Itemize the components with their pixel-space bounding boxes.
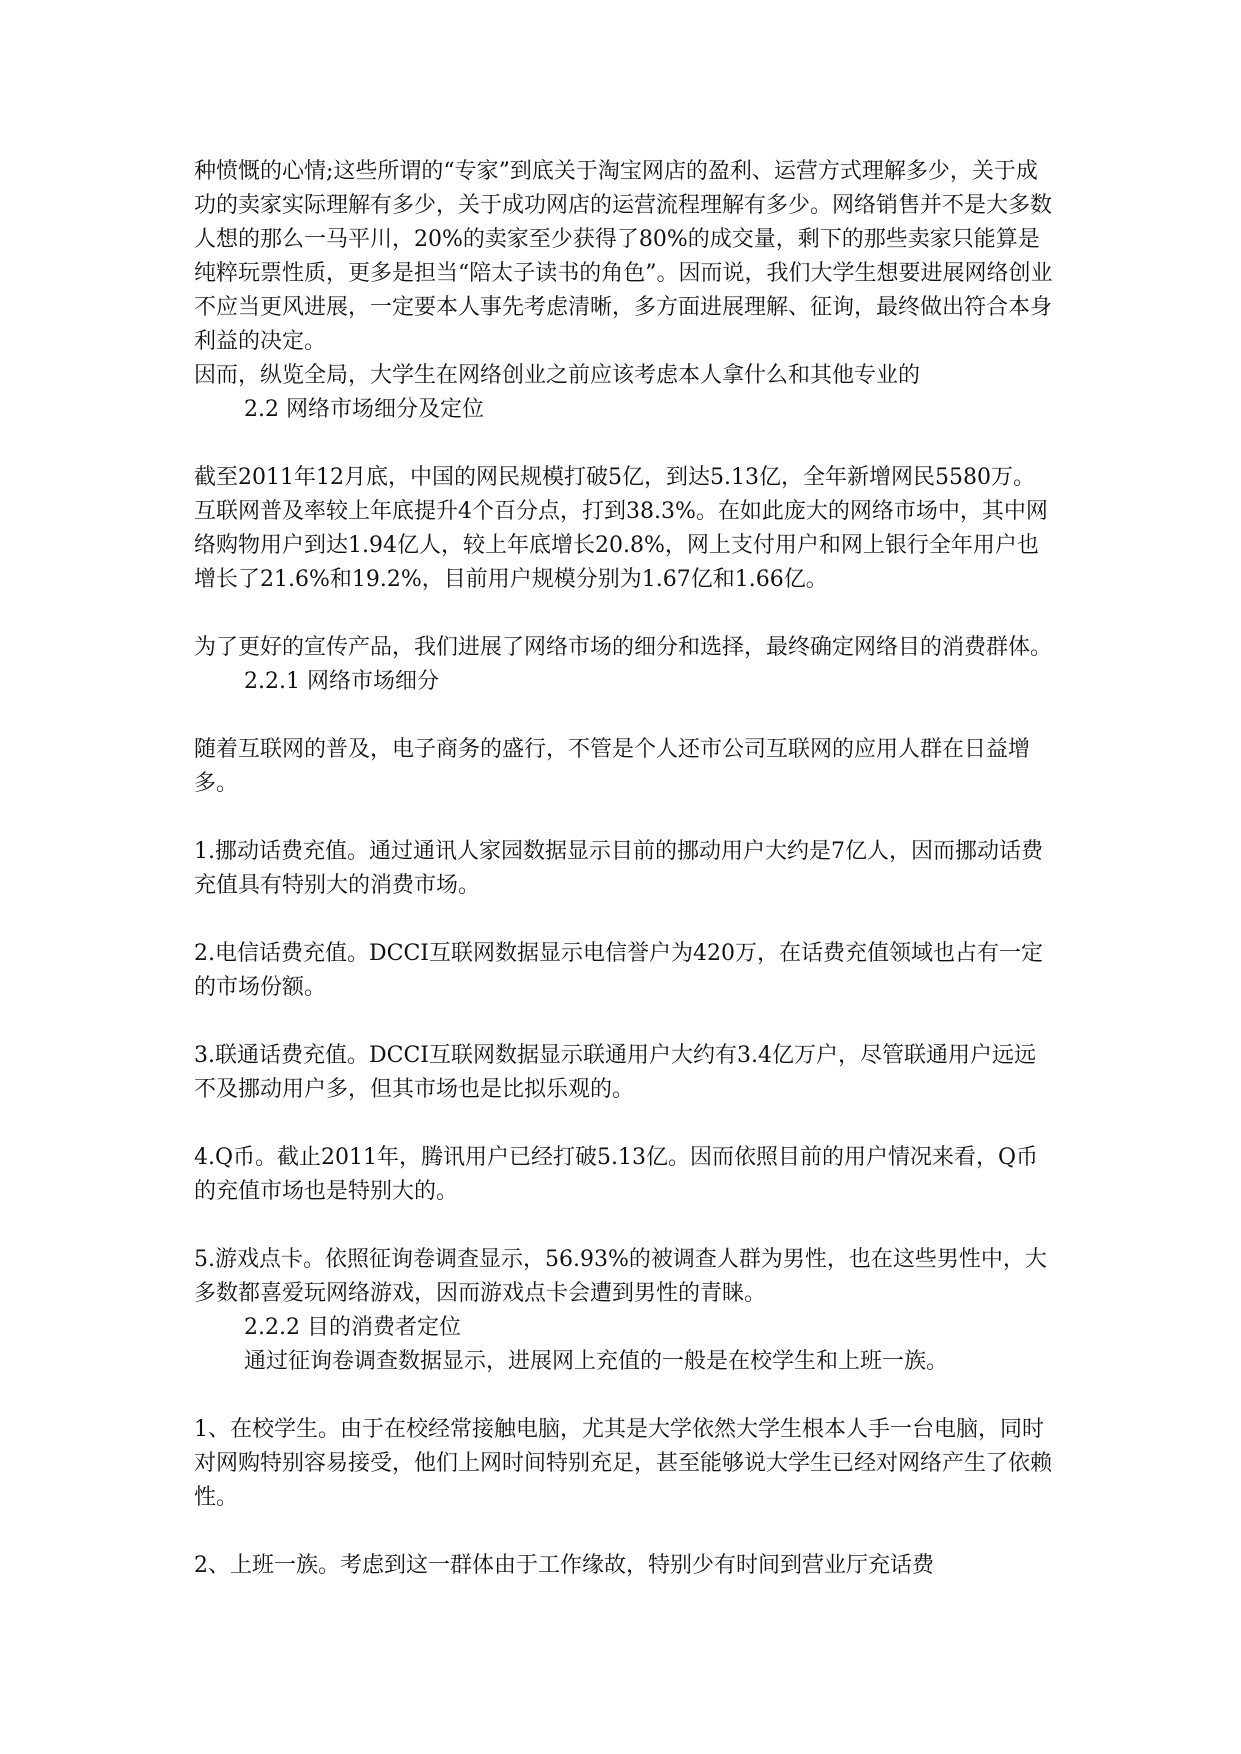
section-heading-2-2: 2.2 网络市场细分及定位 xyxy=(244,397,484,422)
paragraph-netizen-statistics: 截至2011年12月底，中国的网民规模打破5亿，到达5.13亿，全年新增网民5580万。互联网普及率较上年底提升4个百分点，打到38.3%。在如此庞大的网络市场中，其中网络购物用户到达1.94亿人，较上年底增长20.8%，网上支付用户和网上银行全年用户也增长了21.6%和19.2%，目前用户规模分别为1.67亿和1.66亿。 xyxy=(194,465,1048,592)
paragraph-overview: 因而，纵览全局，大学生在网络创业之前应该考虑本人拿什么和其他专业的 xyxy=(194,363,921,388)
list-item-students: 1、在校学生。由于在校经常接触电脑，尤其是大学依然大学生根本人手一台电脑，同时对网购特别容易接受，他们上网时间特别充足，甚至能够说大学生已经对网络产生了依赖性。 xyxy=(194,1417,1053,1510)
paragraph-target-consumers: 通过征询卷调查数据显示，进展网上充值的一般是在校学生和上班一族。 xyxy=(244,1349,949,1374)
list-item-q-coin: 4.Q币。截止2011年，腾讯用户已经打破5.13亿。因而依照目前的用户情况来看，Q币的充值市场也是特别大的。 xyxy=(194,1145,1039,1204)
paragraph-expert-critique: 种愤慨的心情;这些所谓的“专家”到底关于淘宝网店的盈利、运营方式理解多少，关于成功的卖家实际理解有多少，关于成功网店的运营流程理解有多少。网络销售并不是大多数人想的那么一马平川，20%的卖家至少获得了80%的成交量，剩下的那些卖家只能算是纯粹玩票性质，更多是担当“陪太子读书的角色”。因而说，我们大学生想要进展网络创业不应当更风进展，一定要本人事先考虑清晰，多方面进展理解、征询，最终做出符合本身利益的决定。 xyxy=(194,159,1053,354)
section-heading-2-2-1: 2.2.1 网络市场细分 xyxy=(244,669,439,694)
paragraph-internet-popularity: 随着互联网的普及，电子商务的盛行，不管是个人还市公司互联网的应用人群在日益增多。 xyxy=(194,737,1031,796)
section-heading-2-2-2: 2.2.2 目的消费者定位 xyxy=(244,1315,461,1340)
list-item-mobile-recharge: 1.挪动话费充值。通过通讯人家园数据显示目前的挪动用户大约是7亿人，因而挪动话费充值具有特别大的消费市场。 xyxy=(194,839,1043,898)
list-item-game-card: 5.游戏点卡。依照征询卷调查显示，56.93%的被调查人群为男性，也在这些男性中，大多数都喜爱玩网络游戏，因而游戏点卡会遭到男性的青睐。 xyxy=(194,1247,1047,1306)
list-item-office-workers: 2、上班一族。考虑到这一群体由于工作缘故，特别少有时间到营业厅充话费 xyxy=(194,1553,934,1578)
paragraph-market-selection: 为了更好的宣传产品，我们进展了网络市场的细分和选择，最终确定网络目的消费群体。 xyxy=(194,635,1053,660)
document-body xyxy=(194,155,1054,1583)
list-item-unicom-recharge: 3.联通话费充值。DCCI互联网数据显示联通用户大约有3.4亿万户，尽管联通用户远远不及挪动用户多，但其市场也是比拟乐观的。 xyxy=(194,1043,1036,1102)
list-item-telecom-recharge: 2.电信话费充值。DCCI互联网数据显示电信誉户为420万，在话费充值领域也占有一定的市场份额。 xyxy=(194,941,1043,1000)
